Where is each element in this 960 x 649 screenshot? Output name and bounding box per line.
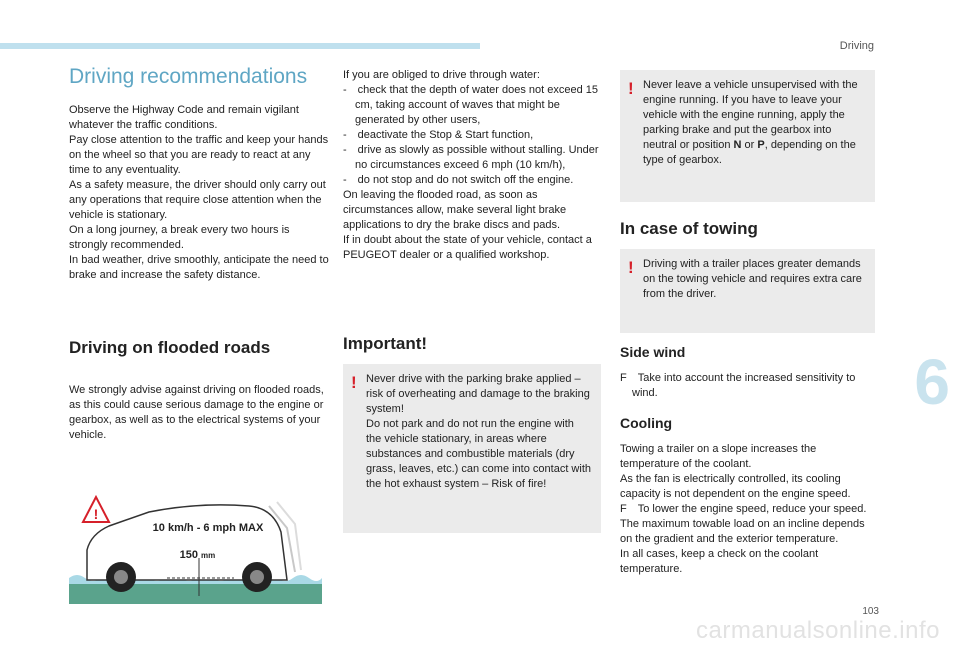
towing-heading: In case of towing bbox=[620, 219, 758, 238]
intro-line: Observe the Highway Code and remain vigilant whatever the traffic conditions. bbox=[69, 104, 299, 131]
unsupervised-warning-box bbox=[620, 70, 875, 202]
important-line: Never drive with the parking brake applied – risk of overheating and damage to the braking system! bbox=[366, 373, 590, 415]
cooling-line: The maximum towable load on an incline depends on the gradient and the exterior temperature. bbox=[620, 518, 865, 545]
towing-text: Driving with a trailer places greater demands on the towing vehicle and requires extra care from the driver. bbox=[643, 258, 862, 300]
flooded-roads-text: We strongly advise against driving on flooded roads, as this could cause serious damage to the engine or gearbox, as well as to the electrical systems of your vehicle. bbox=[69, 384, 324, 441]
side-wind-item: F Take into account the increased sensitivity to wind. bbox=[620, 372, 856, 399]
intro-line: As a safety measure, the driver should only carry out any operations that require close attention when the vehicle is stationary. bbox=[69, 179, 326, 221]
warning-icon: ! bbox=[628, 79, 634, 98]
intro-line: On a long journey, a break every two hours is strongly recommended. bbox=[69, 224, 290, 251]
towing-warning-box bbox=[620, 249, 875, 333]
watermark: carmanualsonline.info bbox=[696, 617, 940, 644]
water-step: - do not stop and do not switch off the engine. bbox=[343, 174, 574, 186]
unsupervised-text: Never leave a vehicle unsupervised with the engine running. If you have to leave your vehicle with the engine running, apply the parking brake and put the gearbox into neutral or position N or P, depending on the type of gearbox. bbox=[643, 79, 858, 166]
top-color-bar bbox=[0, 43, 480, 49]
flooded-roads-heading: Driving on flooded roads bbox=[69, 338, 271, 357]
intro-line: Pay close attention to the traffic and keep your hands on the wheel so that you are ready to react at any time to any eventuality. bbox=[69, 134, 329, 176]
column-3 bbox=[620, 70, 875, 577]
warning-icon: ! bbox=[351, 373, 357, 392]
running-header: Driving bbox=[839, 40, 874, 52]
after-water-line: On leaving the flooded road, as soon as circumstances allow, make several light brake applications to dry the brake discs and pads. bbox=[343, 189, 567, 231]
car-hub-rear bbox=[250, 570, 264, 584]
cooling-line: Towing a trailer on a slope increases the temperature of the coolant. bbox=[620, 443, 817, 470]
page-number: 103 bbox=[862, 606, 879, 617]
car-hub-front bbox=[114, 570, 128, 584]
side-wind-heading: Side wind bbox=[620, 344, 686, 360]
intro-text bbox=[69, 103, 331, 283]
water-step: - drive as slowly as possible without stalling. Under no circumstances exceed 6 mph (10 km/h), bbox=[343, 144, 599, 171]
cooling-line: As the fan is electrically controlled, its cooling capacity is not dependent on the engine speed. bbox=[620, 473, 851, 500]
column-2 bbox=[343, 68, 601, 533]
after-water-line: If in doubt about the state of your vehicle, contact a PEUGEOT dealer or a qualified workshop. bbox=[343, 234, 592, 261]
cooling-heading: Cooling bbox=[620, 415, 673, 431]
page-title: Driving recommendations bbox=[69, 65, 308, 88]
water-intro: If you are obliged to drive through water: bbox=[343, 69, 540, 81]
water-step: - deactivate the Stop & Start function, bbox=[343, 129, 534, 141]
depth-unit: mm bbox=[201, 551, 216, 560]
flooded-road-illustration bbox=[69, 492, 322, 604]
important-line: Do not park and do not run the engine with the vehicle stationary, in areas where substances and combustible materials (dry grass, leaves, etc.) can come into contact with the hot exhaust system – Risk of fire! bbox=[366, 418, 591, 490]
depth-value: 150 bbox=[179, 549, 198, 561]
warning-icon: ! bbox=[628, 258, 634, 277]
after-water-text bbox=[343, 188, 601, 263]
speed-limit-label: 10 km/h - 6 mph MAX bbox=[152, 522, 264, 534]
water-steps bbox=[343, 83, 601, 188]
cooling-item: F To lower the engine speed, reduce your speed. bbox=[620, 503, 867, 515]
intro-line: In bad weather, drive smoothly, anticipate the need to brake and increase the safety distance. bbox=[69, 254, 329, 281]
chapter-tab: 6 bbox=[914, 346, 950, 418]
water-step: - check that the depth of water does not exceed 15 cm, taking account of waves that might be generated by other users, bbox=[343, 84, 599, 126]
cooling-line: In all cases, keep a check on the coolant temperature. bbox=[620, 548, 819, 575]
important-heading: Important! bbox=[343, 334, 428, 353]
column-1 bbox=[69, 60, 331, 443]
cooling-text bbox=[620, 442, 875, 577]
water-ground bbox=[69, 584, 322, 604]
important-warning-box bbox=[343, 364, 601, 533]
warning-triangle-mark: ! bbox=[93, 506, 99, 522]
